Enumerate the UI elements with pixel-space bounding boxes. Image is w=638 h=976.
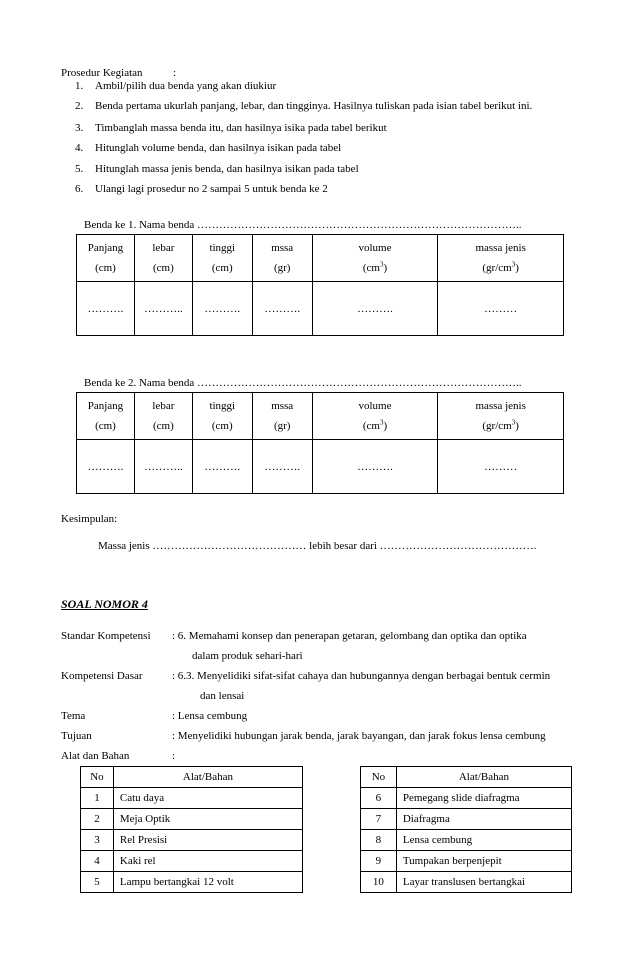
step-text: Timbanglah massa benda itu, dan hasilnya isika pada tabel berikut xyxy=(95,122,387,134)
value-cell: ………. xyxy=(252,440,312,494)
row-item: Meja Optik xyxy=(113,809,302,830)
header-volume: volume $(cm^3)$ xyxy=(312,235,438,282)
header-item: Alat/Bahan xyxy=(396,767,571,788)
info-value-cont: dan lensai xyxy=(200,690,245,702)
table-row xyxy=(77,282,564,336)
info-value: : xyxy=(172,750,176,762)
value-cell: ………. xyxy=(252,282,312,336)
benda2-table xyxy=(76,392,564,494)
value-cell: ……… xyxy=(438,282,564,336)
soal-heading: SOAL NOMOR 4 xyxy=(61,597,148,611)
row-item: Rel Presisi xyxy=(113,830,302,851)
alat-table-right xyxy=(360,766,572,893)
info-label: Standar Kompetensi xyxy=(61,630,151,642)
row-no: 5 xyxy=(81,872,114,893)
table-header-row xyxy=(81,767,303,788)
value-cell: ………. xyxy=(77,282,135,336)
step-text: Ulangi lagi prosedur no 2 sampai 5 untuk benda ke 2 xyxy=(95,183,328,195)
header-panjang: Panjang (cm) xyxy=(77,235,135,282)
row-no: 6 xyxy=(361,788,397,809)
header-tinggi: tinggi (cm) xyxy=(192,235,252,282)
value-cell: ………. xyxy=(312,282,438,336)
row-no: 10 xyxy=(361,872,397,893)
row-item: Catu daya xyxy=(113,788,302,809)
table-row xyxy=(361,851,572,872)
info-value: : 6.3. Menyelidiki sifat-sifat cahaya dan hubungannya dengan berbagai bentuk cermin xyxy=(172,670,551,682)
value-cell: ……….. xyxy=(134,440,192,494)
row-no: 8 xyxy=(361,830,397,851)
info-label: Tujuan xyxy=(61,730,92,742)
header-volume: volume $(cm^3)$ xyxy=(312,393,438,440)
value-cell: ……… xyxy=(438,440,564,494)
benda2-title: Benda ke 2. Nama benda …………………………………………………………………………….. xyxy=(84,377,522,389)
row-no: 2 xyxy=(81,809,114,830)
value-cell: ………. xyxy=(192,282,252,336)
value-cell: ………. xyxy=(77,440,135,494)
step-text: Ambil/pilih dua benda yang akan diukiur xyxy=(95,80,277,92)
table-row xyxy=(81,788,303,809)
row-item: Tumpakan berpenjepit xyxy=(396,851,571,872)
row-item: Diafragma xyxy=(396,809,571,830)
info-value: : 6. Memahami konsep dan penerapan getaran, gelombang dan optika dan optika xyxy=(172,630,527,642)
header-massa: mssa (gr) xyxy=(252,235,312,282)
row-no: 1 xyxy=(81,788,114,809)
row-item: Lampu bertangkai 12 volt xyxy=(113,872,302,893)
value-cell: ………. xyxy=(192,440,252,494)
info-label: Tema xyxy=(61,710,86,722)
info-label: Kompetensi Dasar xyxy=(61,670,143,682)
alat-table-left xyxy=(80,766,303,893)
info-value-cont: dalam produk sehari-hari xyxy=(192,650,303,662)
table-row xyxy=(361,872,572,893)
step-number: 4. xyxy=(75,142,84,154)
table-row xyxy=(81,872,303,893)
header-massa-jenis: massa jenis $(gr/cm^3)$ xyxy=(438,393,564,440)
table-header-row xyxy=(361,767,572,788)
row-item: Layar translusen bertangkai xyxy=(396,872,571,893)
header-tinggi: tinggi (cm) xyxy=(192,393,252,440)
row-no: 7 xyxy=(361,809,397,830)
step-number: 2. xyxy=(75,100,84,112)
step-text: Benda pertama ukurlah panjang, lebar, dan tingginya. Hasilnya tuliskan pada isian tabel berikut ini. xyxy=(95,100,533,112)
table-row xyxy=(81,830,303,851)
prosedur-label: Prosedur Kegiatan xyxy=(61,67,143,79)
step-number: 6. xyxy=(75,183,84,195)
header-lebar: lebar (cm) xyxy=(134,393,192,440)
table-row xyxy=(77,440,564,494)
prosedur-colon: : xyxy=(173,67,177,79)
row-item: Kaki rel xyxy=(113,851,302,872)
row-no: 9 xyxy=(361,851,397,872)
header-item: Alat/Bahan xyxy=(113,767,302,788)
header-massa: mssa (gr) xyxy=(252,393,312,440)
header-no: No xyxy=(81,767,114,788)
header-lebar: lebar (cm) xyxy=(134,235,192,282)
table-row xyxy=(81,809,303,830)
row-no: 3 xyxy=(81,830,114,851)
step-text: Hitunglah massa jenis benda, dan hasilnya isikan pada tabel xyxy=(95,163,359,175)
header-panjang: Panjang (cm) xyxy=(77,393,135,440)
benda1-table xyxy=(76,234,564,336)
step-number: 3. xyxy=(75,122,84,134)
value-cell: ………. xyxy=(312,440,438,494)
table-row xyxy=(81,851,303,872)
step-number: 1. xyxy=(75,80,84,92)
step-number: 5. xyxy=(75,163,84,175)
header-massa-jenis: massa jenis $(gr/cm^3)$ xyxy=(438,235,564,282)
table-header-row xyxy=(77,393,564,440)
info-value: : Menyelidiki hubungan jarak benda, jarak bayangan, dan jarak fokus lensa cembung xyxy=(172,730,546,742)
header-no: No xyxy=(361,767,397,788)
row-item: Pemegang slide diafragma xyxy=(396,788,571,809)
row-no: 4 xyxy=(81,851,114,872)
info-label: Alat dan Bahan xyxy=(61,750,130,762)
row-item: Lensa cembung xyxy=(396,830,571,851)
step-text: Hitunglah volume benda, dan hasilnya isikan pada tabel xyxy=(95,142,342,154)
benda1-title: Benda ke 1. Nama benda …………………………………………………………………………….. xyxy=(84,219,522,231)
kesimpulan-text: Massa jenis …………………………………… lebih besar dari ……………………………………. xyxy=(98,540,537,552)
table-row xyxy=(361,809,572,830)
table-row xyxy=(361,788,572,809)
value-cell: ……….. xyxy=(134,282,192,336)
info-value: : Lensa cembung xyxy=(172,710,248,722)
table-row xyxy=(361,830,572,851)
kesimpulan-label: Kesimpulan: xyxy=(61,513,118,525)
table-header-row xyxy=(77,235,564,282)
